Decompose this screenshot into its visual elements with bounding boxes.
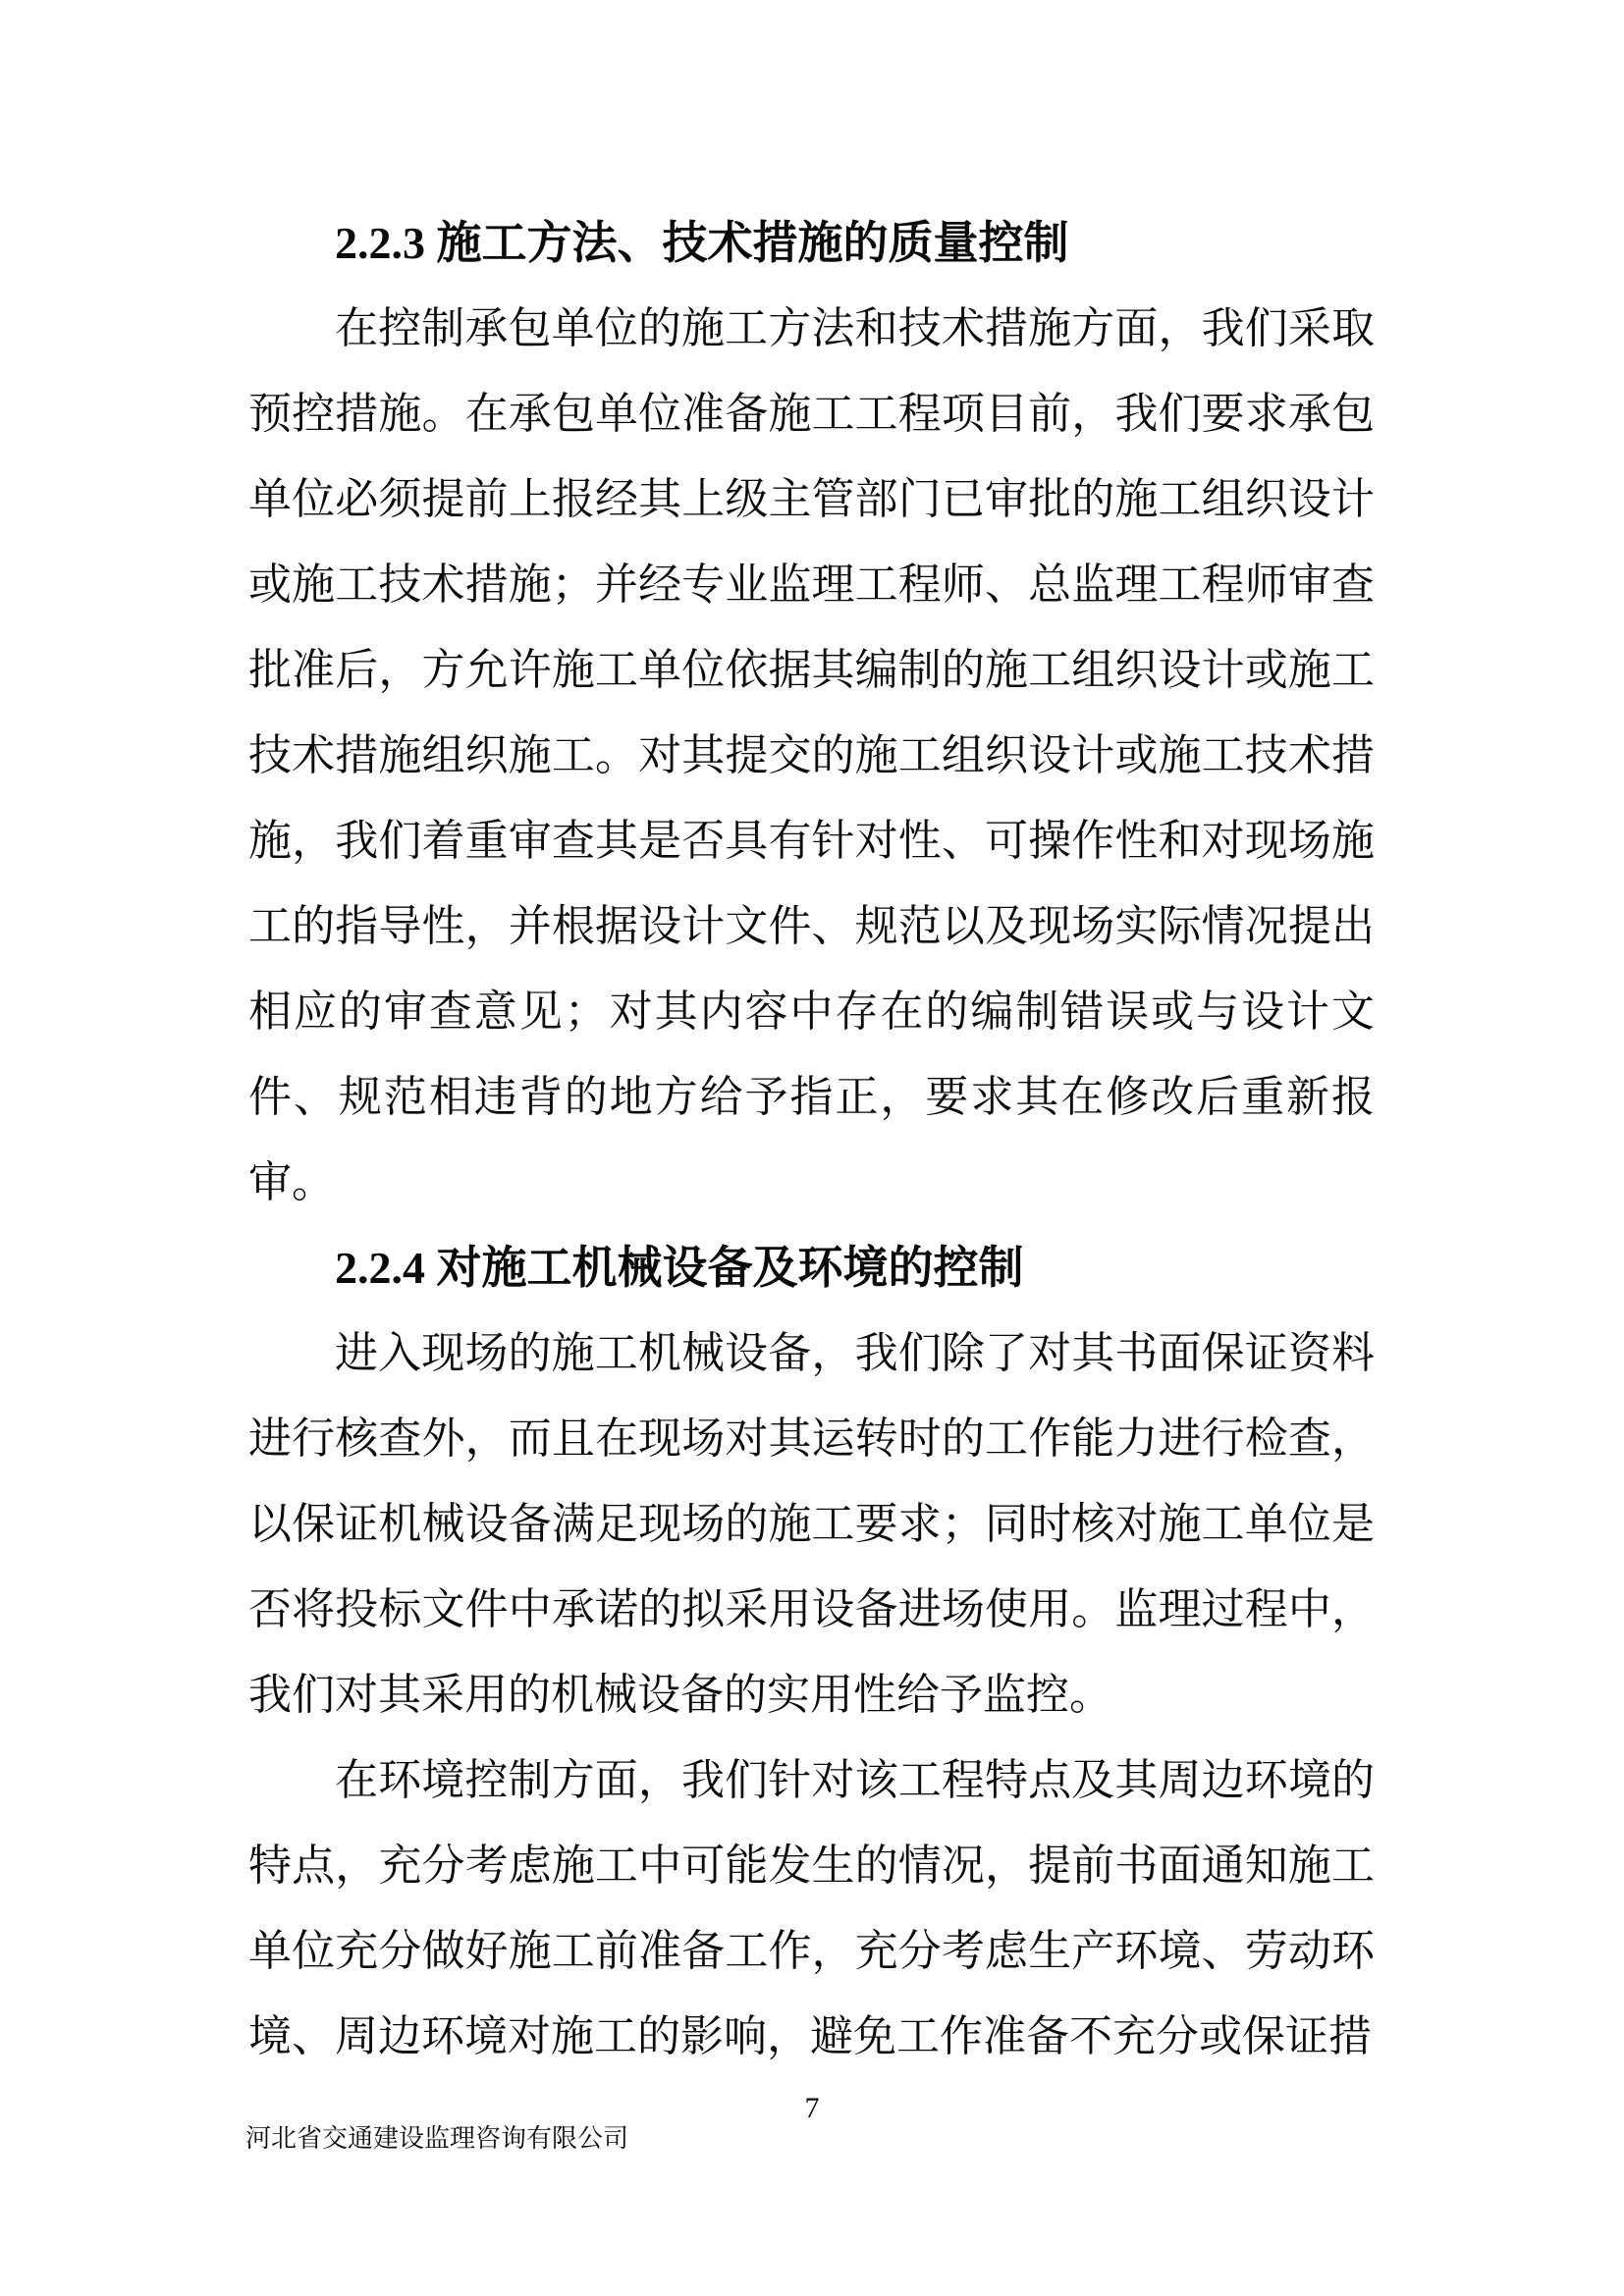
page-number: 7 [804, 2092, 820, 2124]
page-content [248, 200, 1375, 2079]
section-heading-2-2-4: 2.2.4 对施工机械设备及环境的控制 [335, 1243, 1024, 1293]
section-heading-2-2-3: 2.2.3 施工方法、技术措施的质量控制 [335, 218, 1069, 268]
footer-company-name: 河北省交通建设监理咨询有限公司 [245, 2124, 629, 2153]
paragraph-environment-control: 在环境控制方面，我们针对该工程特点及其周边环境的特点，充分考虑施工中可能发生的情况，提前书面通知施工单位充分做好施工前准备工作，充分考虑生产环境、劳动环境、周边环境对施工的影响，避免工作准备不充分或保证措 [248, 1756, 1375, 2060]
paragraph-quality-control: 在控制承包单位的施工方法和技术措施方面，我们采取预控措施。在承包单位准备施工工程项目前，我们要求承包单位必须提前上报经其上级主管部门已审批的施工组织设计或施工技术措施；并经专业监理工程师、总监理工程师审查批准后，方允许施工单位依据其编制的施工组织设计或施工技术措施组织施工。对其提交的施工组织设计或施工技术措施，我们着重审查其是否具有针对性、可操作性和对现场施工的指导性，并根据设计文件、规范以及现场实际情况提出相应的审查意见；对其内容中存在的编制错误或与设计文件、规范相违背的地方给予指正，要求其在修改后重新报审。 [248, 304, 1375, 1206]
paragraph-machinery-control: 进入现场的施工机械设备，我们除了对其书面保证资料进行核查外，而且在现场对其运转时的工作能力进行检查，以保证机械设备满足现场的施工要求；同时核对施工单位是否将投标文件中承诺的拟采用设备进场使用。监理过程中，我们对其采用的机械设备的实用性给予监控。 [248, 1329, 1375, 1719]
